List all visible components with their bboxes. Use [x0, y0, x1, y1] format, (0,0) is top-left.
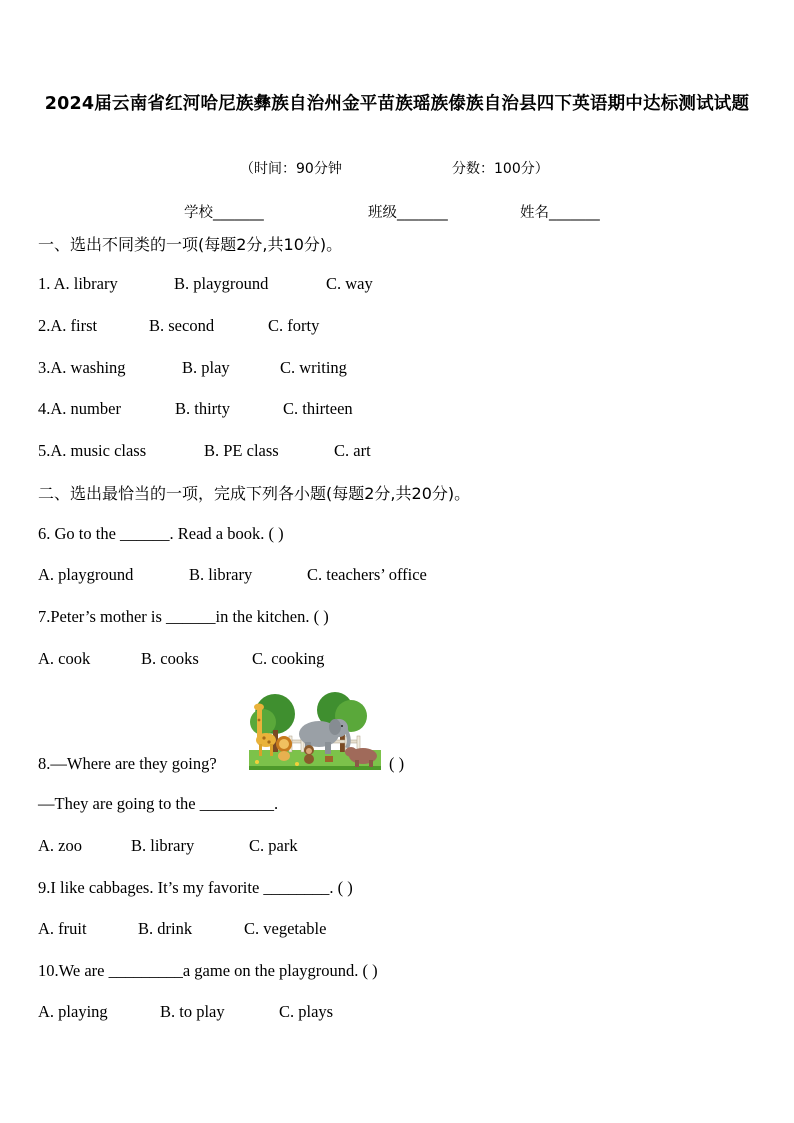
question-10-stem: 10.We are _________a game on the playground. ( ) [38, 961, 378, 980]
q9-option-c: C. vegetable [244, 919, 327, 938]
q2-option-b: B. second [149, 316, 215, 335]
q8-option-c: C. park [249, 836, 298, 855]
school-field: 学校_______ [184, 205, 264, 221]
question-8-answer-line: —They are going to the _________. [38, 794, 279, 813]
exam-title: 2024届云南省红河哈尼族彝族自治州金平苗族瑶族傣族自治县四下英语期中达标测试试题 [44, 94, 750, 114]
q1-option-a: 1. A. library [38, 274, 118, 293]
question-5 [38, 441, 146, 461]
q5-option-b: B. PE class [204, 441, 279, 460]
q4-option-b: B. thirty [175, 399, 231, 418]
q8-option-b: B. library [131, 836, 195, 855]
q2-option-c: C. forty [268, 316, 320, 335]
q5-option-c: C. art [334, 441, 371, 460]
q5-option-a: 5.A. music class [38, 441, 147, 460]
q7-option-c: C. cooking [252, 649, 325, 668]
question-6-stem: 6. Go to the ______. Read a book. ( ) [38, 524, 284, 543]
question-7-stem: 7.Peter’s mother is ______in the kitchen. ( ) [38, 607, 329, 626]
question-4 [38, 399, 121, 419]
q6-option-b: B. library [189, 565, 253, 584]
name-field: 姓名_______ [520, 205, 600, 221]
q6-option-c: C. teachers’ office [307, 565, 427, 584]
question-1 [38, 274, 118, 294]
section2-heading: 二、选出最恰当的一项，完成下列各小题(每题2分,共20分)。 [38, 484, 471, 503]
q8-option-a: A. zoo [38, 836, 82, 855]
q10-option-b: B. to play [160, 1002, 225, 1021]
total-score: 分数：100分） [452, 161, 549, 177]
q10-option-c: C. plays [279, 1002, 334, 1021]
q7-option-b: B. cooks [141, 649, 199, 668]
lion-icon [276, 736, 292, 761]
q9-option-b: B. drink [138, 919, 193, 938]
section1-heading: 一、选出不同类的一项(每题2分,共10分)。 [38, 235, 343, 254]
q8-answer-paren: ( ) [389, 754, 405, 773]
class-field: 班级_______ [368, 205, 448, 221]
q3-option-b: B. play [182, 358, 230, 377]
question-2 [38, 316, 97, 336]
q9-option-a: A. fruit [38, 919, 87, 938]
q1-option-c: C. way [326, 274, 373, 293]
q2-option-a: 2.A. first [38, 316, 98, 335]
q1-option-b: B. playground [174, 274, 269, 293]
zoo-illustration [247, 692, 383, 772]
q3-option-a: 3.A. washing [38, 358, 126, 377]
question-8-stem: 8.—Where are they going? [38, 754, 217, 773]
q6-option-a: A. playground [38, 565, 134, 584]
time-limit: （时间：90分钟 [240, 161, 342, 177]
q10-option-a: A. playing [38, 1002, 108, 1021]
question-9-stem: 9.I like cabbages. It’s my favorite ________. ( ) [38, 878, 353, 897]
q4-option-c: C. thirteen [283, 399, 353, 418]
q4-option-a: 4.A. number [38, 399, 121, 418]
question-3 [38, 358, 126, 378]
q3-option-c: C. writing [280, 358, 347, 377]
q7-option-a: A. cook [38, 649, 91, 668]
